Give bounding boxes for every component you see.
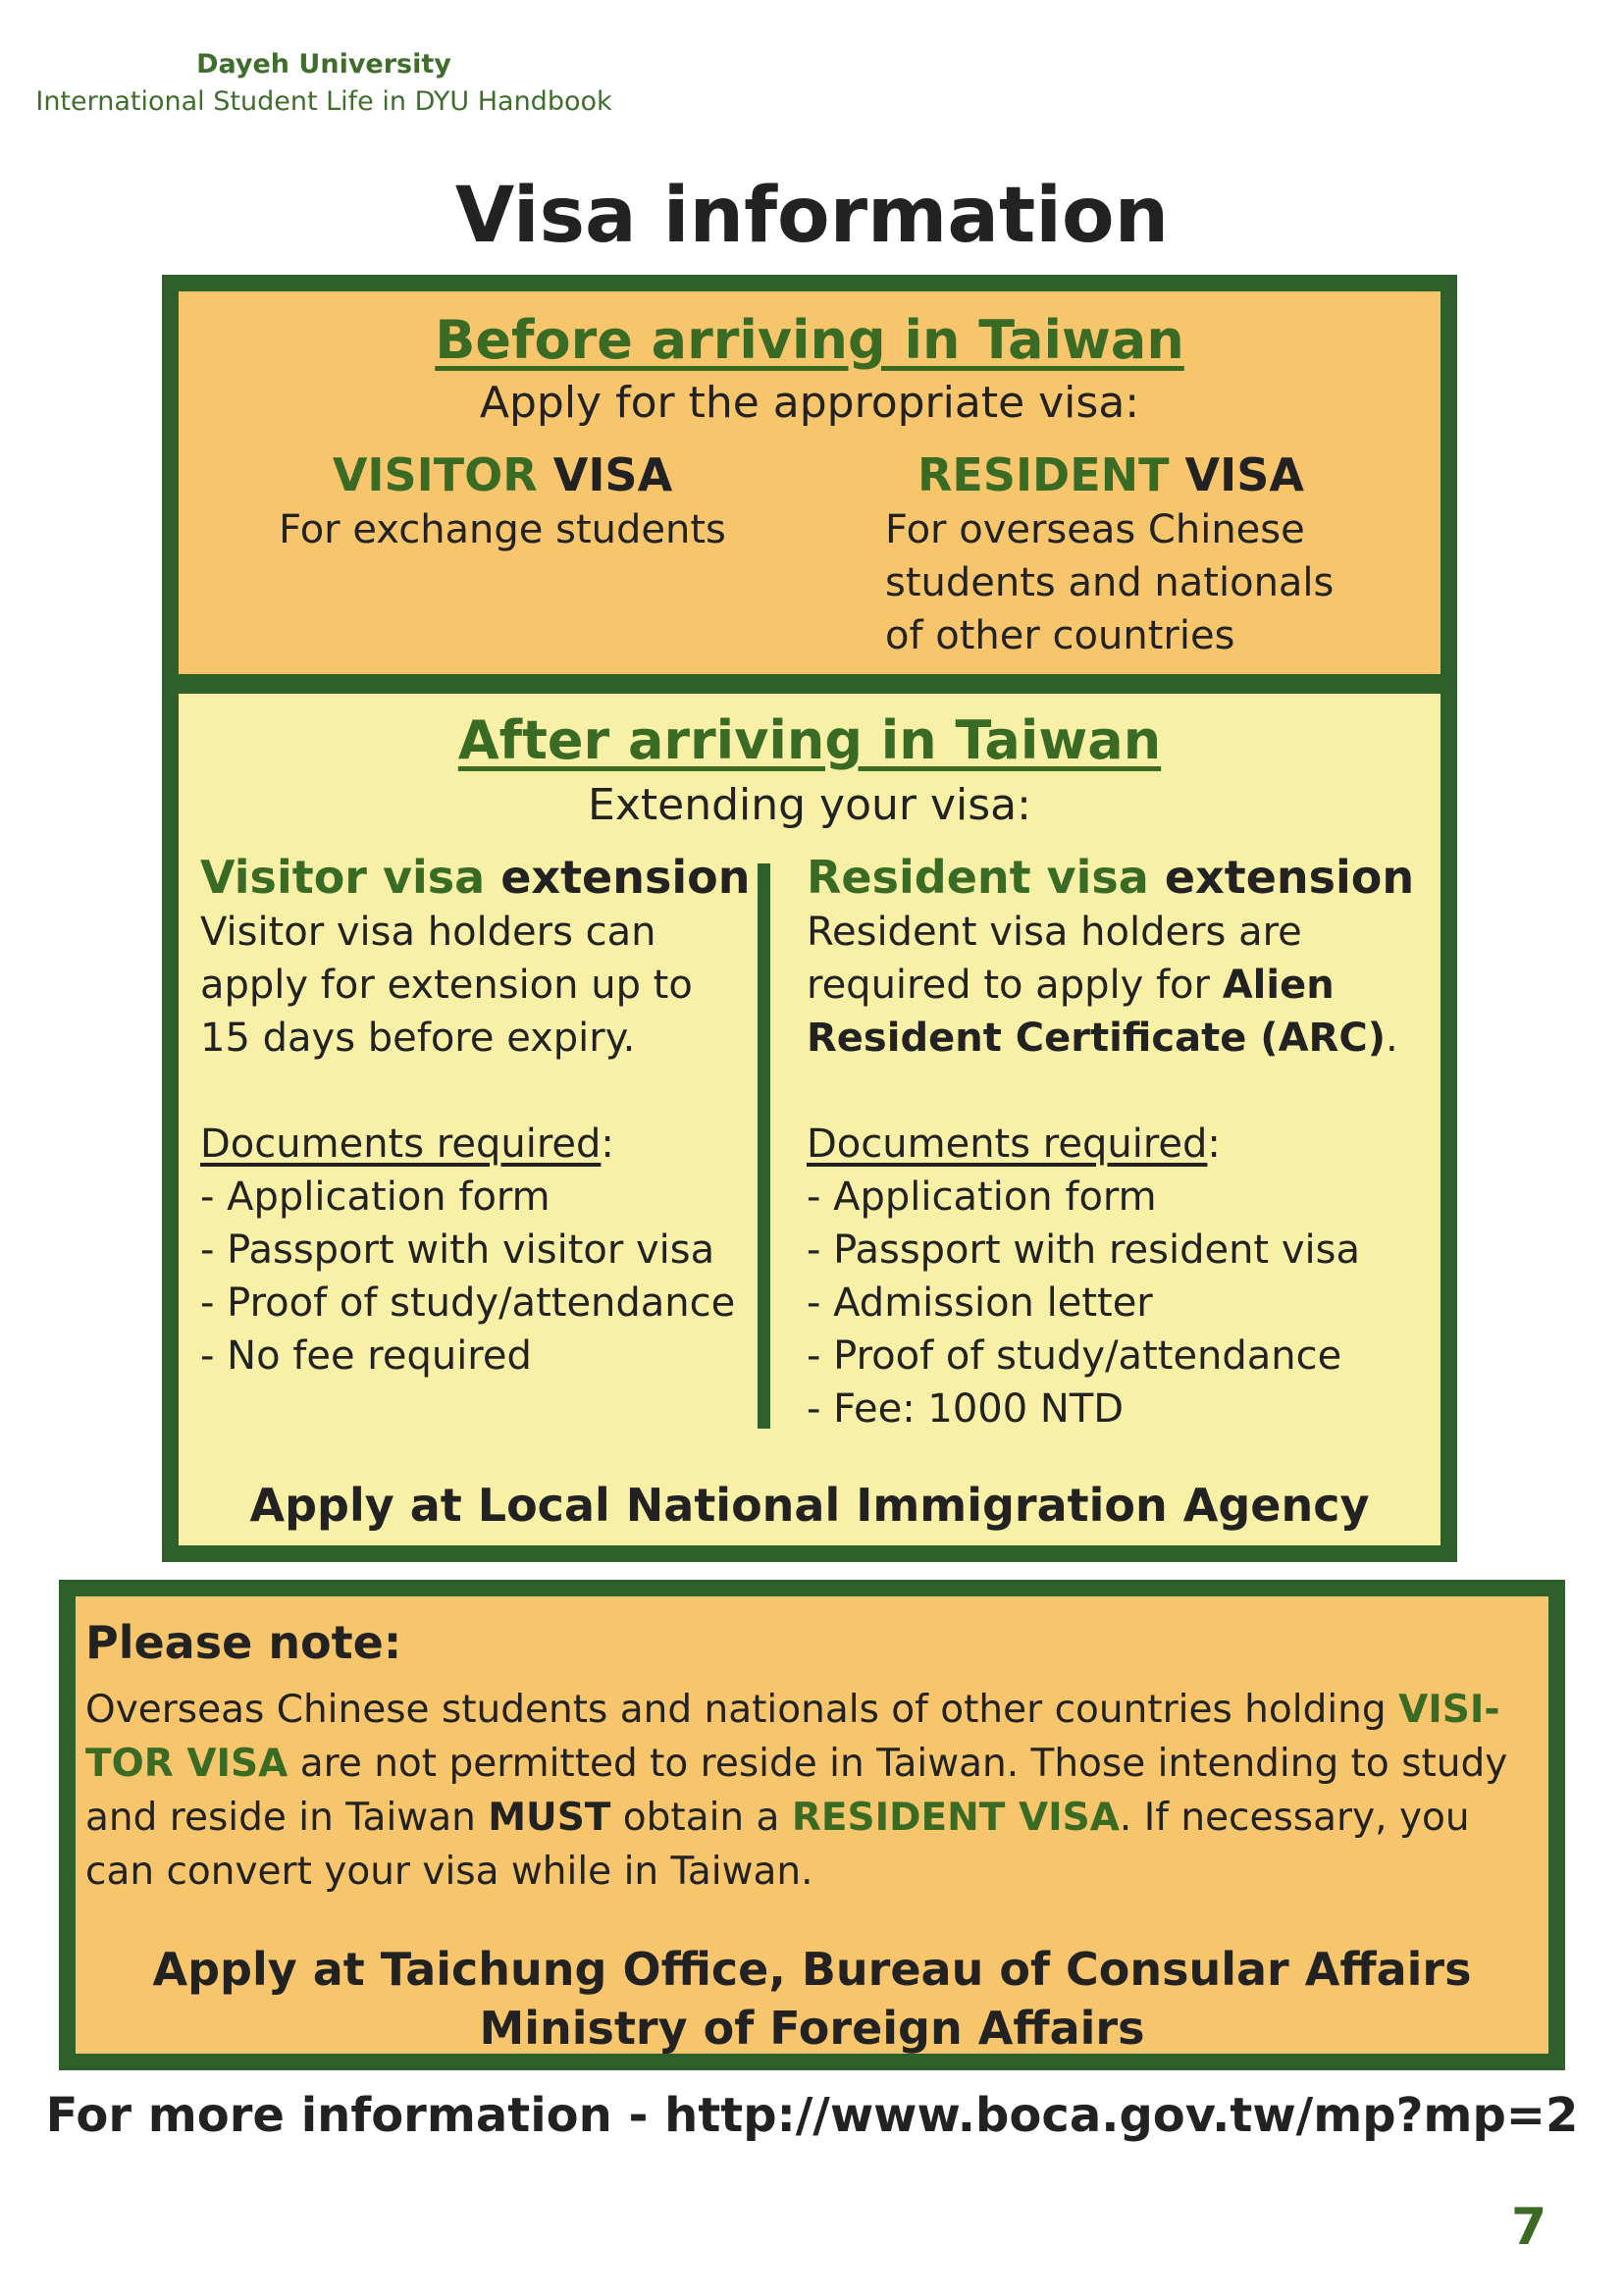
more-info-link[interactable]: For more information - http://www.boca.gov.tw/mp?mp=2: [45, 2088, 1579, 2143]
visitor-docs-label: Documents required:: [200, 1122, 614, 1167]
resident-visa-title: RESIDENT VISA: [917, 448, 1305, 501]
visitor-visa-title: VISITOR VISA: [332, 448, 673, 501]
resident-doc-item: - Application form: [807, 1174, 1157, 1220]
before-subheading: Apply for the appropriate visa:: [479, 378, 1140, 428]
visitor-doc-item: - Passport with visitor visa: [200, 1227, 715, 1273]
after-subheading: Extending your visa:: [588, 780, 1031, 830]
consular-affairs-note: Apply at Taichung Office, Bureau of Consular Affairs Ministry of Foreign Affairs: [152, 1943, 1472, 2055]
visitor-extension-desc: Visitor visa holders can apply for extension up to 15 days before expiry. Documents required: - Application form - Passport with visitor visa - Proof of study/attendance - No fee required: [200, 906, 735, 1383]
before-heading: Before arriving in Taiwan: [435, 309, 1184, 371]
after-heading: After arriving in Taiwan: [457, 709, 1162, 771]
please-note-content: [76, 1596, 1548, 2054]
visitor-visa-desc: For exchange students: [279, 507, 726, 552]
visitor-extension-title: Visitor visa extension: [200, 851, 751, 904]
resident-extension-title: Resident visa extension: [807, 851, 1415, 904]
resident-doc-item: - Fee: 1000 NTD: [807, 1386, 1125, 1432]
visitor-doc-item: - No fee required: [200, 1333, 532, 1379]
column-divider: [758, 863, 770, 1429]
visitor-doc-item: - Application form: [200, 1174, 550, 1220]
header-handbook: International Student Life in DYU Handbook: [35, 86, 612, 117]
resident-visa-desc: For overseas Chinese students and nationals of other countries: [885, 507, 1335, 658]
immigration-agency-note: Apply at Local National Immigration Agency: [249, 1479, 1370, 1532]
header-university: Dayeh University: [196, 49, 451, 79]
resident-doc-item: - Proof of study/attendance: [807, 1333, 1342, 1379]
after-arriving-section: [179, 694, 1441, 1545]
resident-extension-desc: Resident visa holders are required to apply for Alien Resident Certificate (ARC). Documents required: - Application form - Passport with resident visa - Admission letter - Proof of study/attendance - Fee: 1000 NTD: [807, 906, 1398, 1435]
please-note-text: Overseas Chinese students and nationals of other countries holding VISI- TOR VISA are not permitted to reside in Taiwan. Those intending to study and reside in Taiwan MUST obtain a RESIDENT VISA. If necessary, you can convert your visa while in Taiwan.: [85, 1688, 1508, 1894]
page-title: Visa information: [454, 172, 1170, 260]
resident-docs-label: Documents required:: [807, 1122, 1221, 1167]
before-arriving-section: [179, 291, 1441, 674]
please-note-heading: Please note:: [85, 1616, 402, 1669]
resident-doc-item: - Admission letter: [807, 1280, 1153, 1326]
visitor-doc-item: - Proof of study/attendance: [200, 1280, 736, 1326]
resident-doc-item: - Passport with resident visa: [807, 1227, 1360, 1273]
page-number: 7: [1511, 2198, 1547, 2257]
